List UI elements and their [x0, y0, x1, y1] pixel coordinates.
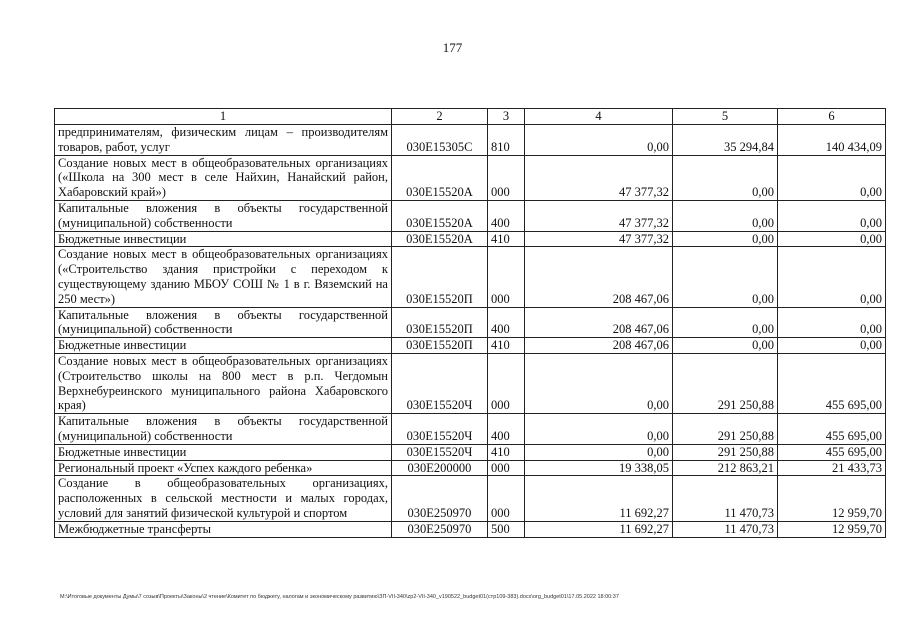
row-name-cell: Бюджетные инвестиции: [55, 231, 392, 247]
row-code-cell: 030E15520П: [392, 247, 488, 307]
row-amount-col4-cell: 0,00: [525, 444, 673, 460]
header-cell-3: 3: [488, 109, 525, 125]
row-expense-type-cell: 500: [488, 521, 525, 537]
row-expense-type-cell: 400: [488, 307, 525, 338]
row-amount-col6-cell: 21 433,73: [778, 460, 886, 476]
row-code-cell: 030E15520Ч: [392, 353, 488, 413]
row-amount-col5-cell: 291 250,88: [673, 414, 778, 445]
row-expense-type-cell: 410: [488, 231, 525, 247]
row-code-cell: 030E15520П: [392, 338, 488, 354]
row-amount-col4-cell: 11 692,27: [525, 521, 673, 537]
row-amount-col6-cell: 12 959,70: [778, 521, 886, 537]
row-name-cell: Капитальные вложения в объекты государственной (муниципальной) собственности: [55, 307, 392, 338]
row-amount-col5-cell: 0,00: [673, 200, 778, 231]
row-name-cell: Капитальные вложения в объекты государственной (муниципальной) собственности: [55, 414, 392, 445]
row-amount-col4-cell: 11 692,27: [525, 476, 673, 521]
row-code-cell: 030E15305С: [392, 125, 488, 156]
row-amount-col6-cell: 0,00: [778, 247, 886, 307]
row-amount-col4-cell: 0,00: [525, 125, 673, 156]
row-amount-col6-cell: 0,00: [778, 231, 886, 247]
row-amount-col4-cell: 47 377,32: [525, 200, 673, 231]
header-cell-2: 2: [392, 109, 488, 125]
row-name-cell: предпринимателям, физическим лицам – производителям товаров, работ, услуг: [55, 125, 392, 156]
row-name-cell: Создание новых мест в общеобразовательных организациях (Строительство школы на 800 мест в р.п. Чегдомын Верхнебуреинского муниципального района Хабаровского края): [55, 353, 392, 413]
row-code-cell: 030E15520Ч: [392, 414, 488, 445]
row-amount-col5-cell: 35 294,84: [673, 125, 778, 156]
table-header-row: [55, 109, 886, 125]
row-expense-type-cell: 000: [488, 476, 525, 521]
row-code-cell: 030E15520А: [392, 200, 488, 231]
row-code-cell: 030E250970: [392, 476, 488, 521]
table-row: [55, 521, 886, 537]
row-amount-col5-cell: 291 250,88: [673, 444, 778, 460]
row-amount-col6-cell: 0,00: [778, 200, 886, 231]
row-code-cell: 030E15520П: [392, 307, 488, 338]
row-amount-col5-cell: 0,00: [673, 155, 778, 200]
footer-file-path: M:\Итоговые документы Думы\7 созыв\Проекты\Законы\2 чтение\Комитет по бюджету, налогам и экономическому развитию\ЗП-VII-340\zp2-VII-340_v190522_budget01(стр109-383).docx\org_budget01\17.05.2022 18:00:37: [60, 594, 619, 600]
table-row: [55, 476, 886, 521]
row-name-cell: Региональный проект «Успех каждого ребенка»: [55, 460, 392, 476]
row-expense-type-cell: 000: [488, 247, 525, 307]
row-code-cell: 030E15520А: [392, 155, 488, 200]
row-name-cell: Создание в общеобразовательных организациях, расположенных в сельской местности и малых городах, условий для занятий физической культурой и спортом: [55, 476, 392, 521]
row-expense-type-cell: 410: [488, 444, 525, 460]
header-cell-1: 1: [55, 109, 392, 125]
row-amount-col6-cell: 140 434,09: [778, 125, 886, 156]
page-number: 177: [442, 40, 463, 55]
header-cell-6: 6: [778, 109, 886, 125]
row-expense-type-cell: 400: [488, 414, 525, 445]
row-expense-type-cell: 810: [488, 125, 525, 156]
row-amount-col4-cell: 208 467,06: [525, 307, 673, 338]
row-code-cell: 030E200000: [392, 460, 488, 476]
table-row: [55, 414, 886, 445]
header-cell-4: 4: [525, 109, 673, 125]
table-row: [55, 307, 886, 338]
row-name-cell: Межбюджетные трансферты: [55, 521, 392, 537]
row-code-cell: 030E15520А: [392, 231, 488, 247]
table-row: [55, 155, 886, 200]
row-code-cell: 030E15520Ч: [392, 444, 488, 460]
budget-table-body: [55, 109, 886, 538]
budget-table: [54, 108, 886, 538]
row-name-cell: Бюджетные инвестиции: [55, 444, 392, 460]
table-row: [55, 460, 886, 476]
row-amount-col6-cell: 455 695,00: [778, 353, 886, 413]
row-name-cell: Бюджетные инвестиции: [55, 338, 392, 354]
row-expense-type-cell: 410: [488, 338, 525, 354]
table-row: [55, 125, 886, 156]
row-expense-type-cell: 000: [488, 155, 525, 200]
row-amount-col6-cell: 455 695,00: [778, 414, 886, 445]
row-amount-col6-cell: 0,00: [778, 338, 886, 354]
row-name-cell: Капитальные вложения в объекты государственной (муниципальной) собственности: [55, 200, 392, 231]
row-amount-col5-cell: 0,00: [673, 231, 778, 247]
row-amount-col6-cell: 455 695,00: [778, 444, 886, 460]
row-amount-col4-cell: 19 338,05: [525, 460, 673, 476]
row-code-cell: 030E250970: [392, 521, 488, 537]
table-row: [55, 231, 886, 247]
row-amount-col4-cell: 47 377,32: [525, 231, 673, 247]
row-amount-col5-cell: 11 470,73: [673, 521, 778, 537]
row-expense-type-cell: 000: [488, 353, 525, 413]
row-name-cell: Создание новых мест в общеобразовательных организациях («Строительство здания пристройки с переходом к существующему зданию МБОУ СОШ № 1 в г. Вяземский на 250 мест»): [55, 247, 392, 307]
row-amount-col4-cell: 47 377,32: [525, 155, 673, 200]
table-row: [55, 247, 886, 307]
row-amount-col4-cell: 208 467,06: [525, 338, 673, 354]
row-amount-col6-cell: 12 959,70: [778, 476, 886, 521]
row-amount-col5-cell: 0,00: [673, 247, 778, 307]
table-row: [55, 338, 886, 354]
row-amount-col4-cell: 0,00: [525, 414, 673, 445]
row-amount-col5-cell: 291 250,88: [673, 353, 778, 413]
row-amount-col4-cell: 208 467,06: [525, 247, 673, 307]
row-name-cell: Создание новых мест в общеобразовательных организациях («Школа на 300 мест в селе Найхин, Нанайский район, Хабаровский край»): [55, 155, 392, 200]
row-amount-col4-cell: 0,00: [525, 353, 673, 413]
table-row: [55, 444, 886, 460]
row-expense-type-cell: 400: [488, 200, 525, 231]
row-expense-type-cell: 000: [488, 460, 525, 476]
row-amount-col6-cell: 0,00: [778, 155, 886, 200]
row-amount-col5-cell: 0,00: [673, 338, 778, 354]
table-row: [55, 353, 886, 413]
row-amount-col5-cell: 0,00: [673, 307, 778, 338]
table-row: [55, 200, 886, 231]
row-amount-col6-cell: 0,00: [778, 307, 886, 338]
row-amount-col5-cell: 11 470,73: [673, 476, 778, 521]
header-cell-5: 5: [673, 109, 778, 125]
row-amount-col5-cell: 212 863,21: [673, 460, 778, 476]
